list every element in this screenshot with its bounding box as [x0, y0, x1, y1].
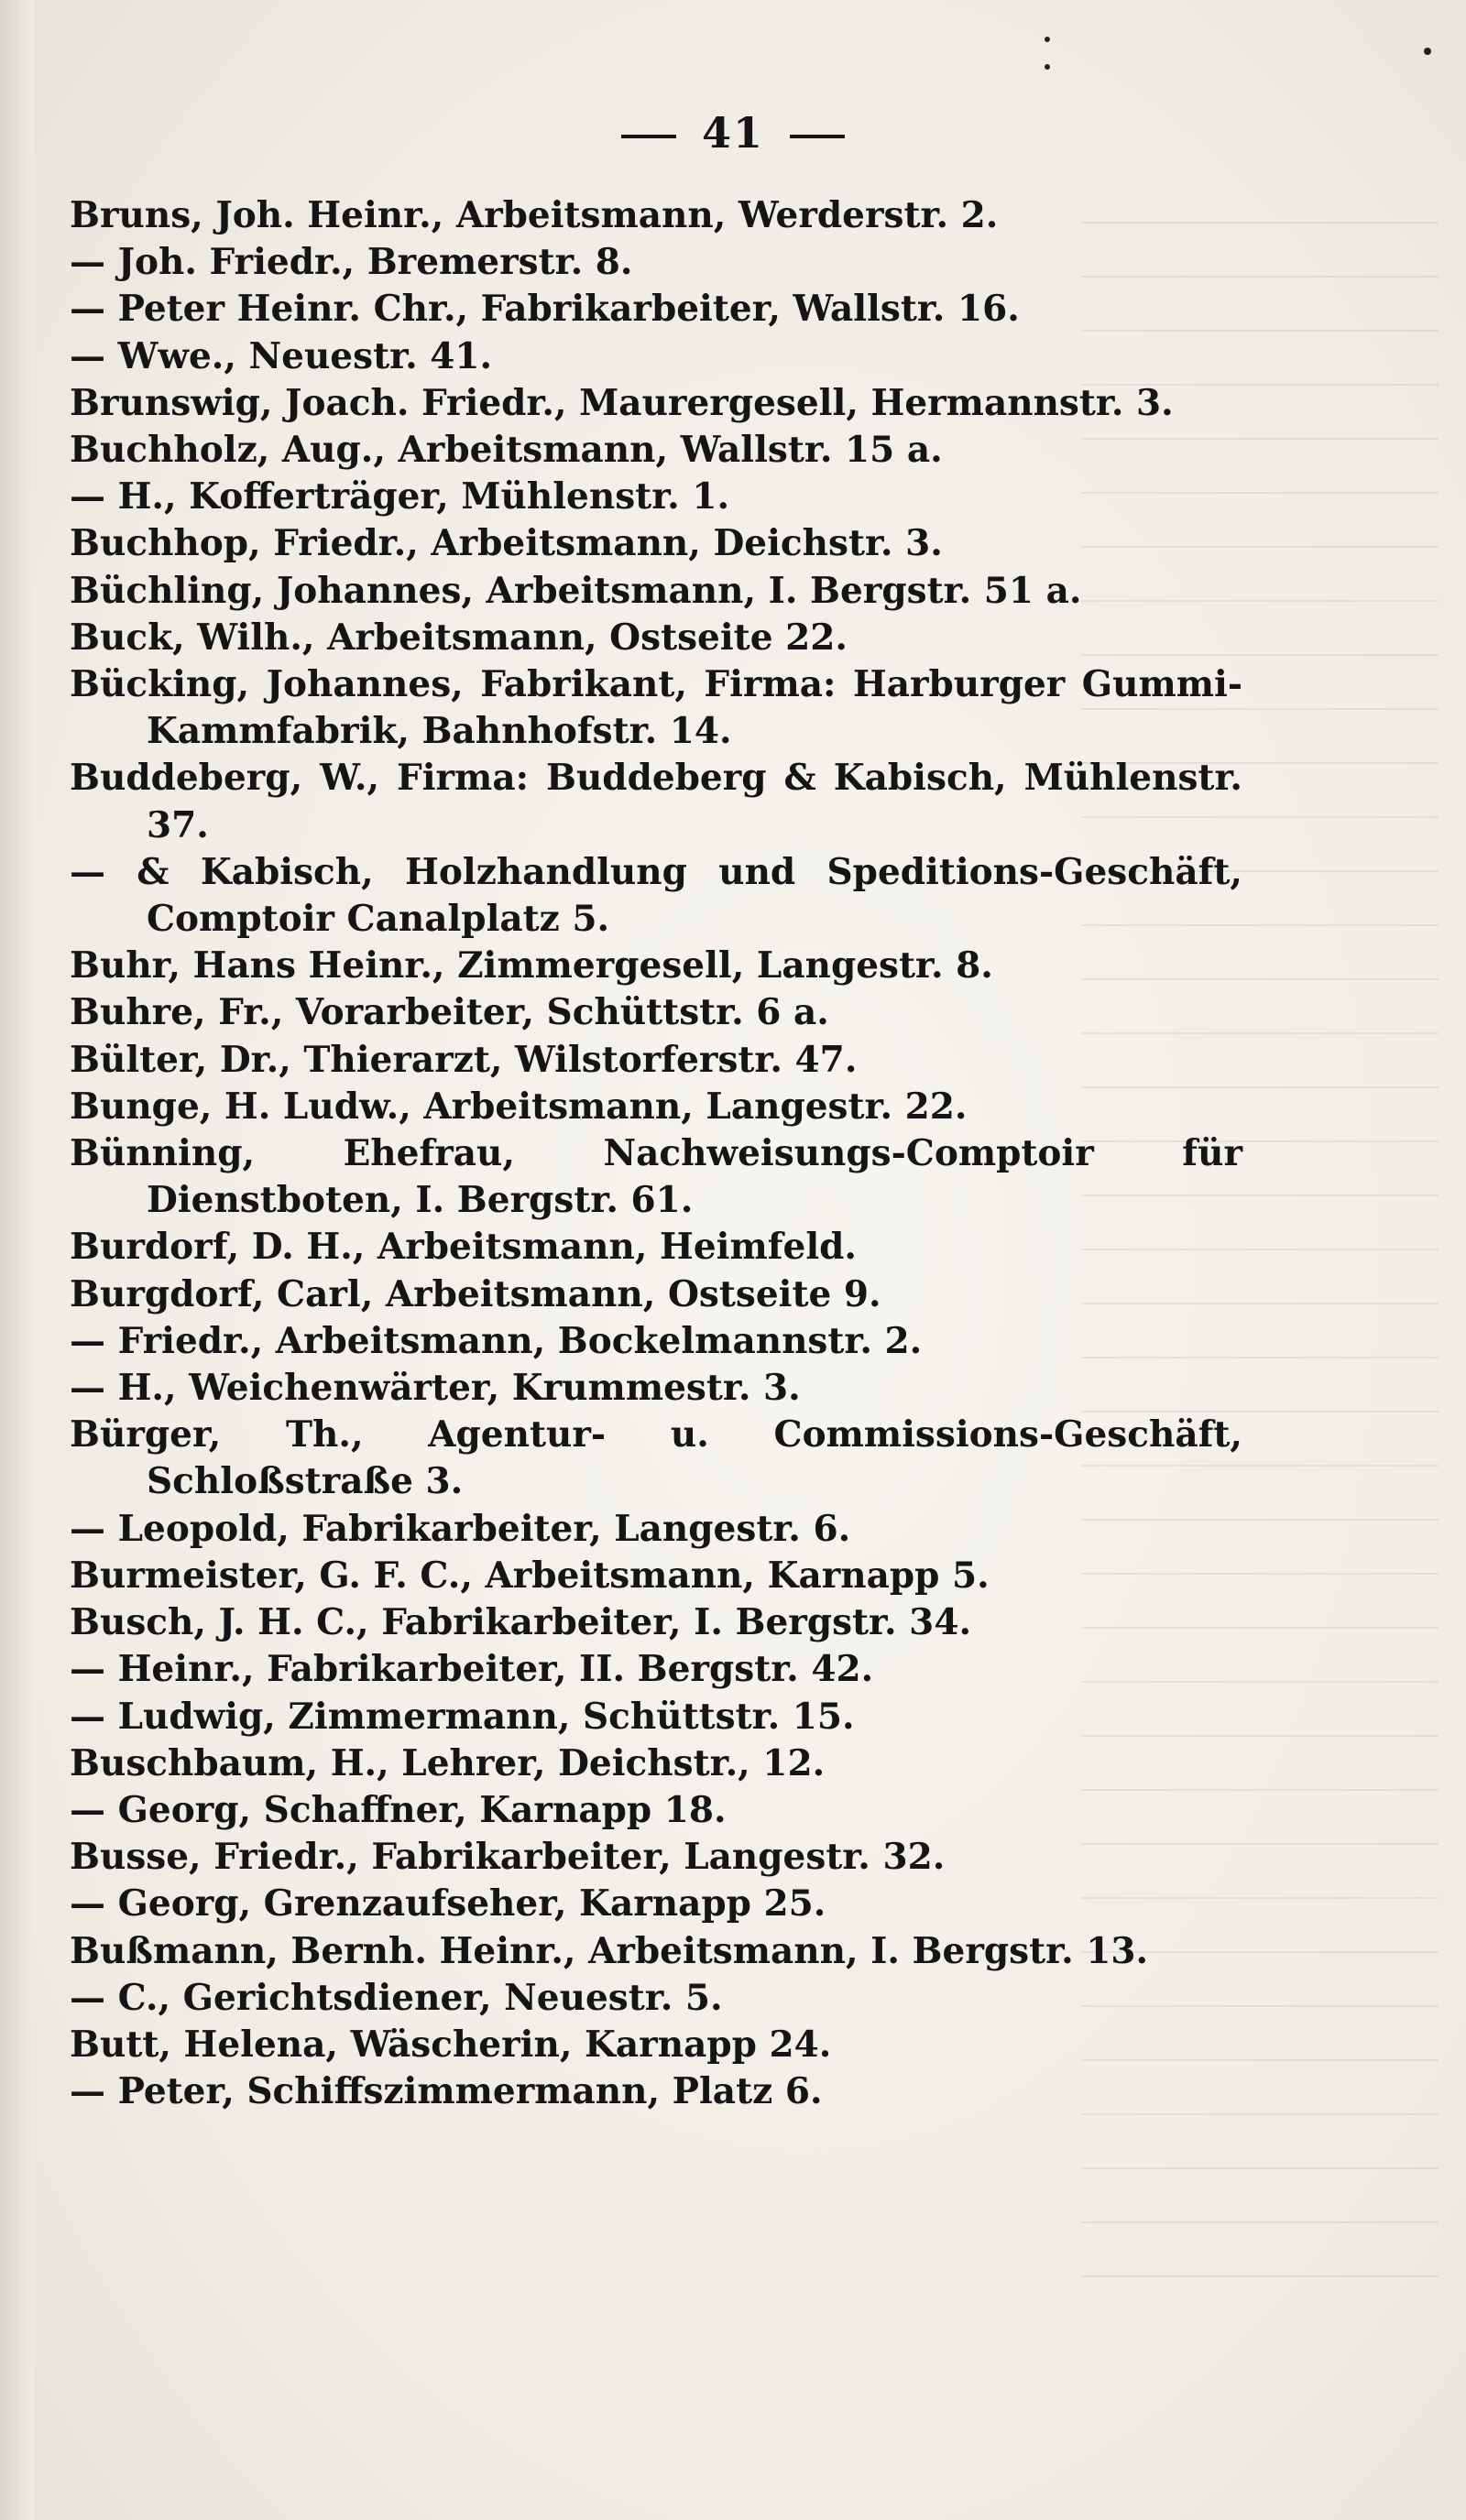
directory-entry: Bruns, Joh. Heinr., Arbeitsmann, Werderstr. 2. — [70, 194, 999, 236]
directory-entry: — Joh. Friedr., Bremerstr. 8. — [70, 241, 633, 284]
directory-entry: Bücking, Johannes, Fabrikant, Firma: Harburger Gummi-Kammfabrik, Bahnhofstr. 14. — [70, 663, 1242, 753]
directory-entry: — H., Kofferträger, Mühlenstr. 1. — [70, 475, 730, 518]
page-number: 41 — [701, 108, 764, 158]
directory-entry: — Heinr., Fabrikarbeiter, II. Bergstr. 42. — [70, 1648, 874, 1691]
directory-entry: Bußmann, Bernh. Heinr., Arbeitsmann, I. Bergstr. 13. — [70, 1929, 1149, 1972]
directory-entry: Bünning, Ehefrau, Nachweisungs-Comptoir für Dienstboten, I. Bergstr. 61. — [70, 1132, 1242, 1222]
directory-entry: Büchling, Johannes, Arbeitsmann, I. Bergstr. 51 a. — [70, 569, 1082, 612]
ink-speck — [1045, 37, 1050, 42]
directory-entry: Burgdorf, Carl, Arbeitsmann, Ostseite 9. — [70, 1272, 881, 1315]
directory-entry: — Georg, Schaffner, Karnapp 18. — [70, 1788, 727, 1831]
directory-entry: Buck, Wilh., Arbeitsmann, Ostseite 22. — [70, 616, 848, 659]
directory-entry: Bülter, Dr., Thierarzt, Wilstorferstr. 47. — [70, 1038, 858, 1081]
directory-entry: — Friedr., Arbeitsmann, Bockelmannstr. 2. — [70, 1319, 923, 1362]
directory-entry: — Wwe., Neuestr. 41. — [70, 334, 493, 377]
directory-entry: Bürger, Th., Agentur- u. Commissions-Geschäft, Schloßstraße 3. — [70, 1413, 1242, 1503]
directory-entry: Buhr, Hans Heinr., Zimmergesell, Langestr. 8. — [70, 944, 993, 987]
directory-entry: Buddeberg, W., Firma: Buddeberg & Kabisch, Mühlenstr. 37. — [70, 757, 1242, 846]
directory-entry: Butt, Helena, Wäscherin, Karnapp 24. — [70, 2023, 832, 2066]
directory-entries — [70, 192, 1242, 2115]
directory-entry: Bunge, H. Ludw., Arbeitsmann, Langestr. 22. — [70, 1085, 968, 1128]
directory-entry: Burdorf, D. H., Arbeitsmann, Heimfeld. — [70, 1226, 858, 1269]
directory-entry: — C., Gerichtsdiener, Neuestr. 5. — [70, 1976, 723, 2019]
directory-entry: — Peter Heinr. Chr., Fabrikarbeiter, Wallstr. 16. — [70, 288, 1020, 331]
ink-speck — [1045, 64, 1050, 70]
directory-entry: — H., Weichenwärter, Krummestr. 3. — [70, 1367, 801, 1410]
ink-speck — [1424, 48, 1431, 55]
directory-entry: — Peter, Schiffszimmermann, Platz 6. — [70, 2070, 823, 2113]
directory-entry: Burmeister, G. F. C., Arbeitsmann, Karnapp 5. — [70, 1554, 990, 1597]
header-dash-right — [790, 135, 845, 138]
directory-entry: Buschbaum, H., Lehrer, Deichstr., 12. — [70, 1741, 826, 1784]
header-dash-left — [621, 135, 676, 138]
directory-entry: Busse, Friedr., Fabrikarbeiter, Langestr. 32. — [70, 1836, 946, 1879]
directory-entry: Brunswig, Joach. Friedr., Maurergesell, Hermannstr. 3. — [70, 381, 1174, 424]
directory-entry: — Ludwig, Zimmermann, Schüttstr. 15. — [70, 1695, 855, 1738]
page-header — [0, 108, 1466, 158]
directory-entry: — Leopold, Fabrikarbeiter, Langestr. 6. — [70, 1507, 851, 1550]
directory-entry: — & Kabisch, Holzhandlung und Speditions-Geschäft, Comptoir Canalplatz 5. — [70, 850, 1242, 941]
page-gutter — [0, 0, 35, 2520]
directory-entry: Busch, J. H. C., Fabrikarbeiter, I. Bergstr. 34. — [70, 1601, 972, 1644]
directory-entry: Buchholz, Aug., Arbeitsmann, Wallstr. 15 a. — [70, 429, 943, 472]
directory-entry: Buchhop, Friedr., Arbeitsmann, Deichstr. 3. — [70, 522, 943, 565]
directory-entry: — Georg, Grenzaufseher, Karnapp 25. — [70, 1882, 826, 1925]
directory-entry: Buhre, Fr., Vorarbeiter, Schüttstr. 6 a. — [70, 991, 829, 1034]
